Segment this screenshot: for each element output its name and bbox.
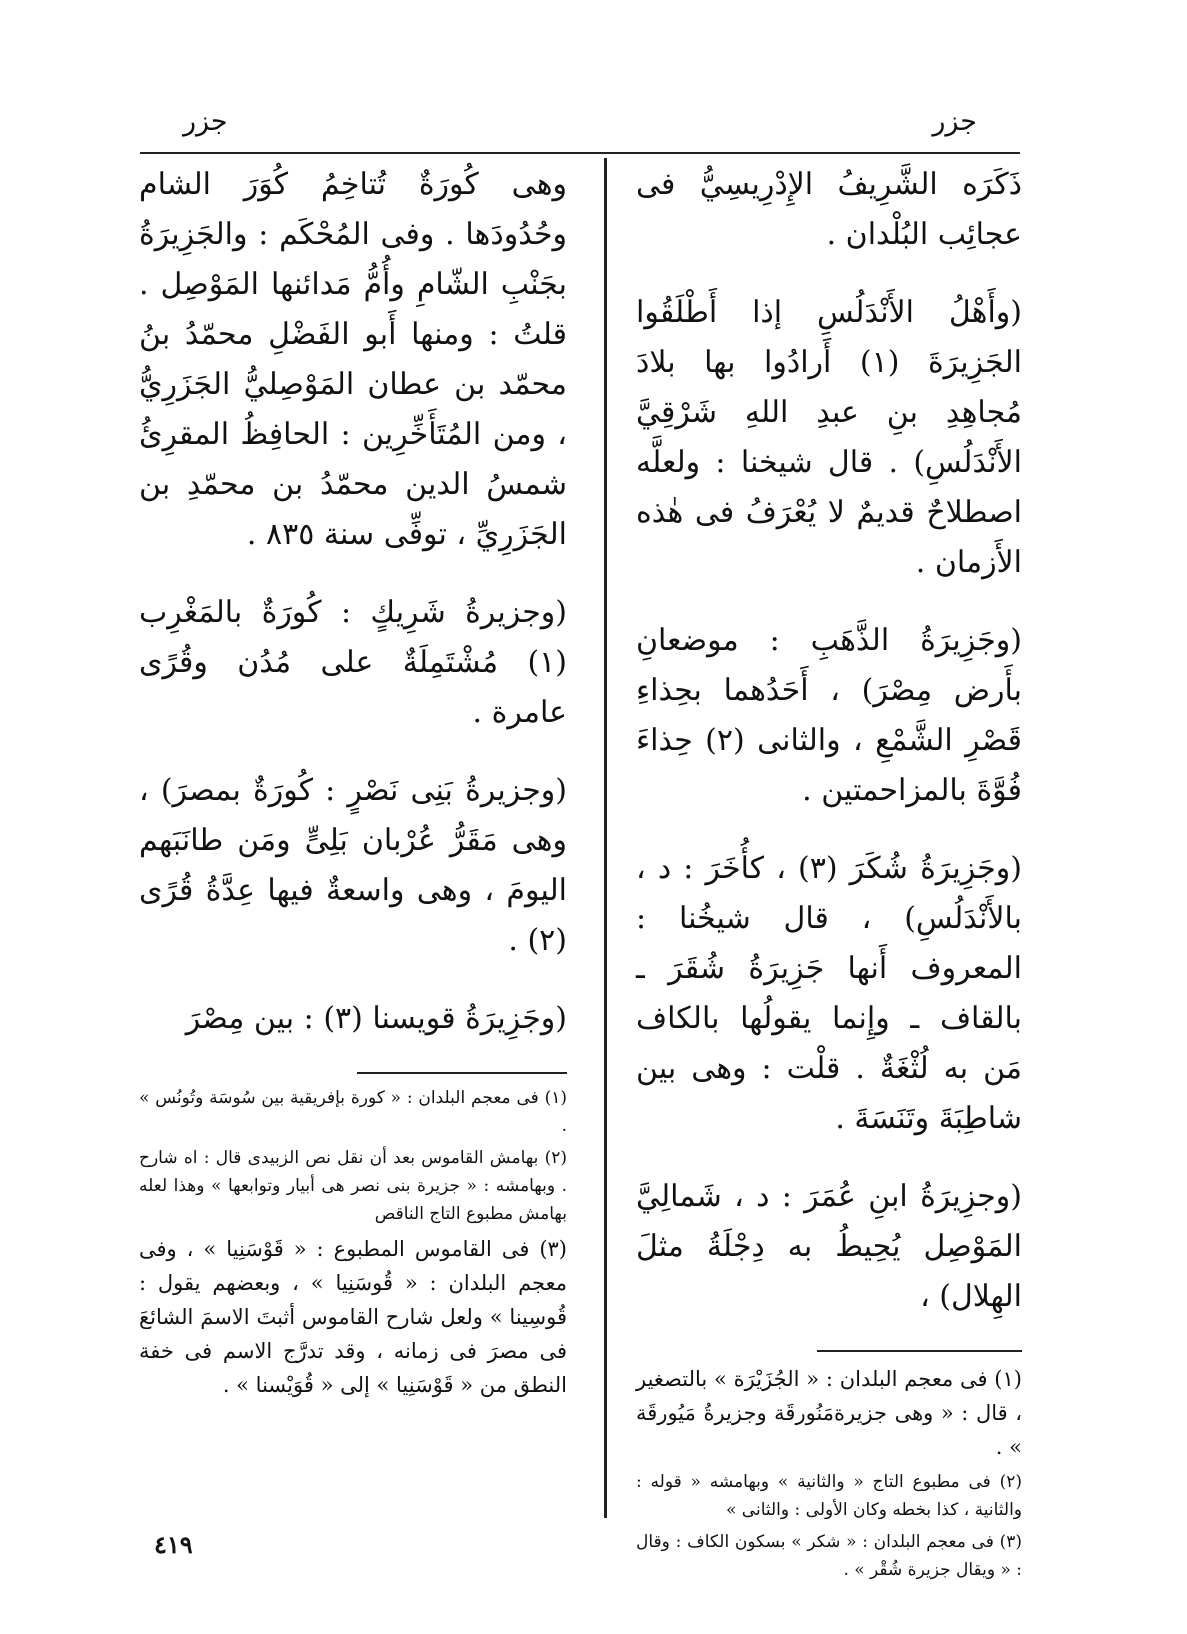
running-header-right: جزر bbox=[932, 106, 977, 137]
footnote: (٣) فى القاموس المطبوع : « قَوْسَنِيا » ، وفى معجم البلدان : « قُوسَنِيا » ، وبعضهم يقول : قُوسِينا » ولعل شارح القاموس أثبتَ الاسمَ الشائعَ فى مصرَ فى زمانه ، وقد تدرَّج الاسم فى خفة النطق من « قَوْسَنِيا » إلى « قُوَيْسنا » . bbox=[139, 1237, 567, 1397]
entry-paragraph: (وجَزِيرَةُ الذَّهَبِ : موضعانِ بأَرض مِصْرَ) ، أَحَدُهما بحِذاءِ قَصْرِ الشَّمْعِ ، والثانى (٢) حِذاءَ فُوَّةَ بالمزاحمتين . bbox=[636, 623, 1022, 808]
header-rule bbox=[140, 152, 1020, 154]
footnote-rule bbox=[357, 1072, 567, 1074]
running-header-left: جزر bbox=[183, 106, 228, 137]
footnote: (٣) فى معجم البلدان : « شكر » بسكون الكاف : وقال : « ويقال جزيرة شُقْر » . bbox=[636, 1532, 1022, 1580]
left-column bbox=[139, 160, 567, 1406]
entry-paragraph: (وجَزِيرَةُ قويسنا (٣) : بين مِصْرَ bbox=[185, 1001, 567, 1036]
entry-paragraph: (وجزِيرَةُ ابنِ عُمَرَ : د ، شَمالِيَّ المَوْصِل يُحِيطُ به دِجْلَةُ مثلَ الهِلال) ، bbox=[636, 1179, 1022, 1314]
entry-paragraph: وهى كُورَةٌ تُتاخِمُ كُوَرَ الشام وحُدُودَها . وفى المُحْكَم : والجَزِيرَةُ بجَنْبِ الشّامِ وأُمُّ مَدائنها المَوْصِل . قلتُ : ومنها أَبو الفَضْلِ محمّدُ بنُ محمّد بن عطان المَوْصِليُّ الجَزَرِيُّ ، ومن المُتَأَخِّرِين : الحافِظُ المقرِئُ شمسُ الدين محمّدُ بن محمّدِ بن الجَزَرِيِّ ، توفِّى سنة ٨٣٥ . bbox=[139, 167, 567, 552]
entry-paragraph: (وجزيرةُ بَنِى نَصْرٍ : كُورَةٌ بمصرَ) ، وهى مَقَرُّ عُرْبان بَلِىٍّ ومَن طانَبَهم اليومَ ، وهى واسعةٌ فيها عِدَّةُ قُرًى (٢) . bbox=[139, 773, 567, 958]
page-number: ٤١٩ bbox=[154, 1530, 193, 1559]
footnote: (٢) بهامش القاموس بعد أن نقل نص الزبيدى قال : اه شارح . وبهامشه : « جزيرة بنى نصر هى أبيار وتوابعها » وهذا لعله بهامش مطبوع التاج الناقص bbox=[139, 1148, 567, 1224]
footnote: (٢) فى مطبوع التاج « والثانية » وبهامشه « قوله : والثانية ، كذا بخطه وكان الأولى : والثانى » bbox=[636, 1472, 1022, 1520]
entry-paragraph: ذَكَرَه الشَّرِيفُ الإِدْرِيسِيُّ فى عجائِب البُلْدان . bbox=[636, 167, 1022, 252]
entry-paragraph: (وأَهْلُ الأَنْدَلُسِ إذا أَطْلَقُوا الجَزِيرَةَ (١) أَرادُوا بها بلادَ مُجاهِدِ بنِ عبدِ اللهِ شَرْقِيَّ الأَنْدَلُسِ) . قال شيخنا : ولعلَّه اصطلاحٌ قديمٌ لا يُعْرَفُ فى هٰذه الأَزمان . bbox=[636, 295, 1022, 580]
right-column bbox=[636, 160, 1022, 1588]
footnote-rule bbox=[817, 1350, 1022, 1352]
column-divider bbox=[604, 158, 607, 1518]
footnote: (١) فى معجم البلدان : « كورة بإفريقية بين سُوسَة وتُونُس » . bbox=[139, 1088, 567, 1136]
footnote: (١) فى معجم البلدان : « الجُزَيْرَة » بالتصغير ، قال : « وهى جزيرةمَنُورقَة وجزيرةُ مَيُورقَة » . bbox=[636, 1367, 1022, 1459]
entry-paragraph: (وجزيرةُ شَرِيكٍ : كُورَةٌ بالمَغْرِب (١) مُشْتَمِلَةٌ على مُدُن وقُرًى عامرة . bbox=[139, 595, 567, 730]
entry-paragraph: (وجَزِيرَةُ شُكَرَ (٣) ، كأُخَرَ : د ، بالأَنْدَلُسِ) ، قال شيخُنا : المعروف أَنها جَزِيرَةُ شُقَرَ ـ بالقاف ـ وإِنما يقولُها بالكاف مَن به لُثْغَةٌ . قلْت : وهى بين شاطِبَةَ وتَنَسَةَ . bbox=[636, 851, 1022, 1136]
